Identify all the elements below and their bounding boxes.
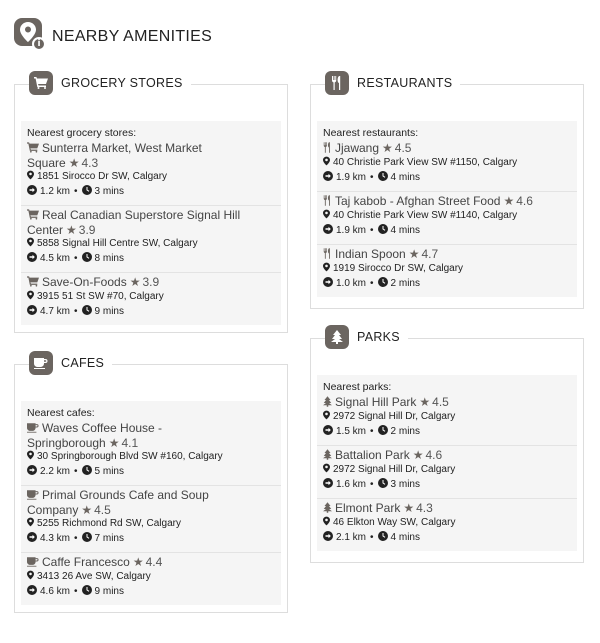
restaurants-card-header: [325, 71, 460, 95]
amenity-meta-row: [323, 224, 571, 239]
amenity-time: 7 mins: [94, 533, 124, 544]
amenity-name[interactable]: Real Canadian Superstore Signal Hill Center: [27, 208, 241, 237]
amenity-address: 2972 Signal Hill Dr, Calgary: [333, 411, 456, 422]
amenity-name-row: [323, 501, 571, 516]
star-icon: ★: [66, 223, 77, 237]
clock-icon: [378, 171, 388, 186]
shopping-cart-icon: [27, 209, 39, 223]
clock-icon: [378, 277, 388, 292]
map-marker-icon: [323, 262, 330, 277]
amenity-address: 3413 26 Ave SW, Calgary: [37, 571, 151, 582]
meta-separator: •: [74, 253, 78, 264]
amenity-address-row: [27, 570, 275, 585]
amenity-rating: 4.5: [394, 141, 412, 155]
tree-icon: [323, 502, 332, 516]
map-marker-icon: [323, 516, 330, 531]
amenity-address: 2972 Signal Hill Dr, Calgary: [333, 464, 456, 475]
amenity-time: 5 mins: [94, 466, 124, 477]
parks-list-item[interactable]: [317, 393, 577, 446]
amenity-name[interactable]: Sunterra Market, West Market Square: [27, 141, 202, 170]
restaurants-intro: Nearest restaurants:: [323, 127, 419, 139]
amenity-time: 2 mins: [390, 426, 420, 437]
amenity-address-row: [27, 170, 275, 185]
star-icon: ★: [403, 501, 415, 515]
amenity-address-row: [323, 209, 571, 224]
amenity-time: 9 mins: [94, 306, 124, 317]
amenity-name[interactable]: Taj kabob - Afghan Street Food: [335, 194, 501, 208]
amenity-rating: 4.1: [121, 436, 139, 450]
map-marker-icon: [323, 156, 330, 171]
cafes-list: [21, 401, 281, 605]
fork-knife-icon: [323, 248, 332, 262]
amenity-distance: 4.3 km: [40, 533, 71, 544]
meta-separator: •: [370, 479, 374, 490]
amenity-meta-row: [323, 171, 571, 186]
amenity-address: 5858 Signal Hill Centre SW, Calgary: [37, 238, 198, 249]
grocery-list-item[interactable]: [21, 206, 281, 273]
amenity-meta-row: [27, 532, 275, 547]
amenity-time: 3 mins: [390, 479, 420, 490]
amenity-distance: 1.9 km: [336, 225, 367, 236]
amenity-rating: 4.6: [516, 194, 533, 208]
meta-separator: •: [74, 306, 78, 317]
amenity-address-row: [323, 156, 571, 171]
amenity-address: 3915 51 St SW #70, Calgary: [37, 291, 164, 302]
amenity-name-row: [323, 194, 571, 209]
coffee-cup-icon: [27, 489, 39, 503]
amenity-name-row: [27, 555, 275, 570]
map-marker-icon: [27, 170, 34, 185]
amenity-name[interactable]: Signal Hill Park: [335, 395, 417, 409]
amenity-meta-row: [27, 585, 275, 600]
amenity-name-row: [323, 395, 571, 410]
amenity-meta-row: [323, 531, 571, 546]
grocery-card-header: [29, 71, 191, 95]
arrow-circle-icon: [323, 531, 333, 546]
amenity-address: 40 Christie Park View SW #1140, Calgary: [333, 210, 518, 221]
amenity-meta-row: [323, 478, 571, 493]
clock-icon: [82, 585, 92, 600]
amenity-distance: 1.6 km: [336, 479, 367, 490]
restaurants-list-item[interactable]: [317, 139, 577, 192]
amenity-name[interactable]: Waves Coffee House - Springborough: [27, 421, 163, 450]
amenity-address-row: [323, 410, 571, 425]
map-marker-icon: [27, 450, 34, 465]
grocery-intro: Nearest grocery stores:: [27, 127, 137, 139]
amenity-rating: 4.4: [145, 555, 163, 569]
grocery-card-title: GROCERY STORES: [61, 76, 183, 90]
parks-card: [310, 330, 584, 563]
fork-knife-icon: [323, 142, 332, 156]
tree-icon: [323, 449, 332, 463]
amenity-name-row: [27, 275, 275, 290]
map-marker-icon: [27, 237, 34, 252]
map-marker-icon: [27, 290, 34, 305]
arrow-circle-icon: [323, 277, 333, 292]
amenity-rating: 4.6: [425, 448, 443, 462]
coffee-cup-icon: [27, 556, 39, 570]
restaurants-card: [310, 76, 584, 309]
star-icon: ★: [108, 436, 120, 450]
amenity-distance: 4.6 km: [40, 586, 71, 597]
meta-separator: •: [370, 172, 374, 183]
amenity-rating: 4.3: [81, 156, 99, 170]
amenity-address: 40 Christie Park View SW #1150, Calgary: [333, 157, 518, 168]
amenity-rating: 4.3: [416, 501, 433, 515]
amenity-distance: 1.2 km: [40, 186, 71, 197]
amenity-time: 4 mins: [390, 532, 420, 543]
amenity-name[interactable]: Primal Grounds Cafe and Soup Company: [27, 488, 209, 517]
restaurants-list: [317, 121, 577, 297]
star-icon: ★: [382, 141, 393, 155]
amenity-address-row: [323, 463, 571, 478]
restaurants-list-item[interactable]: [317, 192, 577, 245]
clock-icon: [82, 185, 92, 200]
fork-knife-icon: [323, 195, 332, 209]
amenity-name-row: [323, 247, 571, 262]
amenity-distance: 4.7 km: [40, 306, 71, 317]
amenity-address-row: [27, 237, 275, 252]
clock-icon: [82, 532, 92, 547]
star-icon: ★: [132, 555, 144, 569]
parks-intro: Nearest parks:: [323, 381, 392, 393]
restaurants-list-item[interactable]: [317, 245, 577, 297]
amenity-meta-row: [323, 277, 571, 292]
arrow-circle-icon: [323, 171, 333, 186]
arrow-circle-icon: [323, 425, 333, 440]
amenity-address-row: [27, 290, 275, 305]
parks-card-title: PARKS: [357, 330, 400, 344]
cafes-list-item[interactable]: [21, 486, 281, 553]
star-icon: ★: [408, 247, 420, 261]
arrow-circle-icon: [27, 185, 37, 200]
amenity-meta-row: [27, 252, 275, 267]
cafes-card-header: [29, 351, 112, 375]
meta-separator: •: [74, 186, 78, 197]
map-pin-info-icon: i: [14, 18, 48, 52]
map-marker-icon: [323, 209, 330, 224]
amenity-name-row: [323, 141, 571, 156]
amenity-distance: 1.5 km: [336, 426, 367, 437]
clock-icon: [82, 465, 92, 480]
cafes-card: [14, 356, 288, 613]
meta-separator: •: [370, 426, 374, 437]
amenity-distance: 1.9 km: [336, 172, 367, 183]
amenity-distance: 4.5 km: [40, 253, 71, 264]
amenity-time: 8 mins: [94, 253, 124, 264]
amenity-address-row: [27, 450, 275, 465]
star-icon: ★: [503, 194, 515, 208]
star-icon: ★: [412, 448, 424, 462]
parks-card-header: [325, 325, 408, 349]
amenity-name[interactable]: Jjawang: [335, 141, 380, 155]
clock-icon: [82, 252, 92, 267]
amenity-rating: 4.5: [94, 503, 111, 517]
shopping-cart-icon: [29, 71, 53, 95]
map-marker-icon: [323, 463, 330, 478]
map-marker-icon: [323, 410, 330, 425]
coffee-cup-icon: [29, 351, 53, 375]
parks-list-item[interactable]: [317, 446, 577, 499]
amenity-rating: 4.5: [432, 395, 449, 409]
amenity-name[interactable]: Caffe Francesco: [42, 555, 130, 569]
clock-icon: [82, 305, 92, 320]
amenity-time: 2 mins: [390, 278, 420, 289]
cafes-list-item[interactable]: [21, 419, 281, 486]
amenity-name-row: [27, 421, 275, 450]
arrow-circle-icon: [323, 224, 333, 239]
amenity-address: 46 Elkton Way SW, Calgary: [333, 517, 456, 528]
amenity-meta-row: [27, 305, 275, 320]
arrow-circle-icon: [323, 478, 333, 493]
grocery-stores-card: [14, 76, 288, 333]
arrow-circle-icon: [27, 465, 37, 480]
arrow-circle-icon: [27, 532, 37, 547]
shopping-cart-icon: [27, 142, 39, 156]
amenity-distance: 1.0 km: [336, 278, 367, 289]
amenity-distance: 2.1 km: [336, 532, 367, 543]
amenity-time: 9 mins: [94, 586, 124, 597]
amenity-address: 30 Springborough Blvd SW #160, Calgary: [37, 451, 223, 462]
amenity-rating: 3.9: [78, 223, 96, 237]
amenity-name-row: [27, 488, 275, 517]
arrow-circle-icon: [27, 585, 37, 600]
grocery-list: [21, 121, 281, 325]
shopping-cart-icon: [27, 276, 39, 290]
amenity-meta-row: [323, 425, 571, 440]
cafes-card-title: CAFES: [61, 356, 105, 370]
clock-icon: [378, 531, 388, 546]
meta-separator: •: [74, 533, 78, 544]
page-header: [14, 18, 212, 52]
star-icon: ★: [419, 395, 431, 409]
parks-list-item[interactable]: [317, 499, 577, 551]
parks-list: [317, 375, 577, 551]
amenity-name[interactable]: Indian Spoon: [335, 247, 406, 261]
tree-icon: [323, 396, 332, 410]
clock-icon: [378, 425, 388, 440]
grocery-list-item[interactable]: [21, 273, 281, 325]
tree-icon: [325, 325, 349, 349]
meta-separator: •: [370, 278, 374, 289]
meta-separator: •: [74, 466, 78, 477]
arrow-circle-icon: [27, 305, 37, 320]
clock-icon: [378, 478, 388, 493]
amenity-name[interactable]: Elmont Park: [335, 501, 401, 515]
fork-knife-icon: [325, 71, 349, 95]
amenity-time: 3 mins: [94, 186, 124, 197]
amenity-name[interactable]: Battalion Park: [335, 448, 410, 462]
amenity-name[interactable]: Save-On-Foods: [42, 275, 127, 289]
arrow-circle-icon: [27, 252, 37, 267]
meta-separator: •: [370, 225, 374, 236]
restaurants-card-title: RESTAURANTS: [357, 76, 453, 90]
amenity-time: 4 mins: [390, 225, 420, 236]
amenity-name-row: [323, 448, 571, 463]
star-icon: ★: [68, 156, 80, 170]
amenity-rating: 3.9: [142, 275, 160, 289]
amenity-name-row: [27, 141, 275, 170]
amenity-distance: 2.2 km: [40, 466, 71, 477]
star-icon: ★: [129, 275, 141, 289]
amenity-address-row: [323, 262, 571, 277]
cafes-list-item[interactable]: [21, 553, 281, 605]
amenity-address: 1919 Sirocco Dr SW, Calgary: [333, 263, 464, 274]
clock-icon: [378, 224, 388, 239]
amenity-name-row: [27, 208, 275, 237]
amenity-address: 5255 Richmond Rd SW, Calgary: [37, 518, 181, 529]
map-marker-icon: [27, 570, 34, 585]
coffee-cup-icon: [27, 422, 39, 436]
cafes-intro: Nearest cafes:: [27, 407, 95, 419]
meta-separator: •: [74, 586, 78, 597]
meta-separator: •: [370, 532, 374, 543]
star-icon: ★: [81, 503, 93, 517]
amenity-meta-row: [27, 185, 275, 200]
map-marker-icon: [27, 517, 34, 532]
amenity-meta-row: [27, 465, 275, 480]
amenity-time: 4 mins: [390, 172, 420, 183]
amenity-rating: 4.7: [421, 247, 439, 261]
amenity-address: 1851 Sirocco Dr SW, Calgary: [37, 171, 168, 182]
grocery-list-item[interactable]: [21, 139, 281, 206]
amenity-address-row: [323, 516, 571, 531]
page-title: NEARBY AMENITIES: [52, 28, 213, 45]
amenity-address-row: [27, 517, 275, 532]
